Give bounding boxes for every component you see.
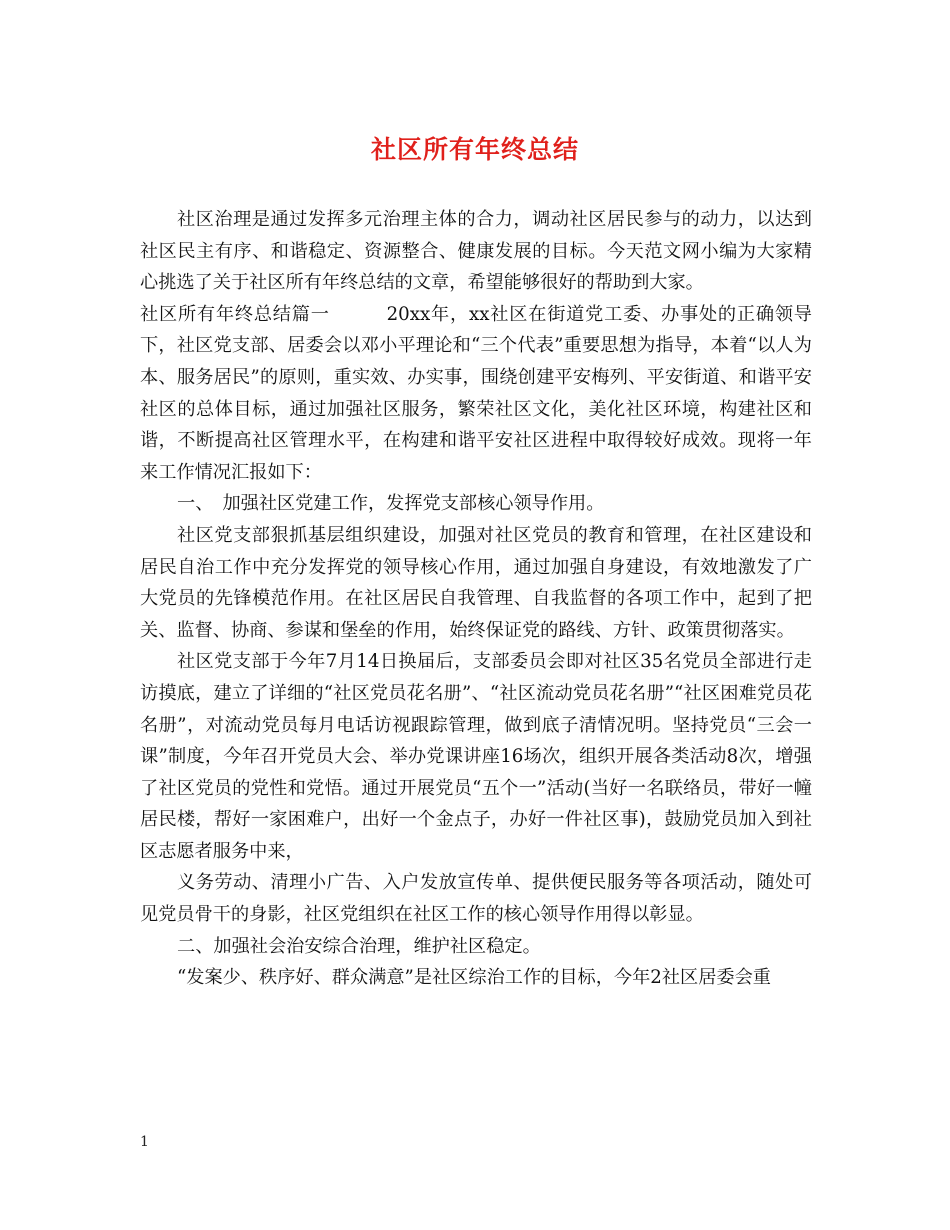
paragraph-party-organization: 社区党支部狠抓基层组织建设，加强对社区党员的教育和管理，在社区建设和居民自治工作中充分发挥党的领导核心作用，通过加强自身建设，有效地激发了广大党员的先锋模范作用。在社区居民自我管理、自我监督的各项工作中，起到了把关、监督、协商、参谋和堡垒的作用，始终保证党的路线、方针、政策贯彻落实。 bbox=[140, 524, 812, 641]
paragraph-party-members: 社区党支部于今年7月14日换届后，支部委员会即对社区35名党员全部进行走访摸底，建立了详细的“社区党员花名册”、“社区流动党员花名册”“社区困难党员花名册”，对流动党员每月电话访视跟踪管理，做到底子清情况明。坚持党员“三会一课”制度，今年召开党员大会、举办党课讲座16场次，组织开展各类活动8次，增强了社区党员的党性和党悟。通过开展党员“五个一”活动(当好一名联络员，带好一幢居民楼，帮好一家困难户，出好一个金点子，办好一件社区事)，鼓励党员加入到社区志愿者服务中来， bbox=[140, 651, 812, 862]
heading-party-building: 一、 加强社区党建工作，发挥党支部核心领导作用。 bbox=[177, 493, 605, 515]
paragraph-volunteer-work: 义务劳动、清理小广告、入户发放宣传单、提供便民服务等各项活动，随处可见党员骨干的身影，社区党组织在社区工作的核心领导作用得以彰显。 bbox=[140, 872, 812, 926]
document-title: 社区所有年终总结 bbox=[370, 135, 579, 164]
heading-public-security: 二、加强社会治安综合治理，维护社区稳定。 bbox=[177, 935, 541, 957]
paragraph-intro: 社区治理是通过发挥多元治理主体的合力，调动社区居民参与的动力，以达到社区民主有序、和谐稳定、资源整合、健康发展的目标。今天范文网小编为大家精心挑选了关于社区所有年终总结的文章，希望能够很好的帮助到大家。 bbox=[140, 209, 812, 294]
paragraph-security-goals: “发案少、秩序好、群众满意”是社区综治工作的目标，今年2社区居委会重 bbox=[177, 967, 771, 989]
page-number: 1 bbox=[140, 1134, 149, 1150]
document-body bbox=[140, 204, 812, 994]
paragraph-section-one-opening: 社区所有年终总结篇一 20xx年，xx社区在街道党工委、办事处的正确领导下，社区党支部、居委会以邓小平理论和“三个代表”重要思想为指导，本着“以人为本、服务居民”的原则，重实效、办实事，围绕创建平安梅列、平安街道、和谐平安社区的总体目标，通过加强社区服务，繁荣社区文化，美化社区环境，构建社区和谐，不断提高社区管理水平，在构建和谐平安社区进程中取得较好成效。现将一年来工作情况汇报如下： bbox=[140, 303, 812, 483]
